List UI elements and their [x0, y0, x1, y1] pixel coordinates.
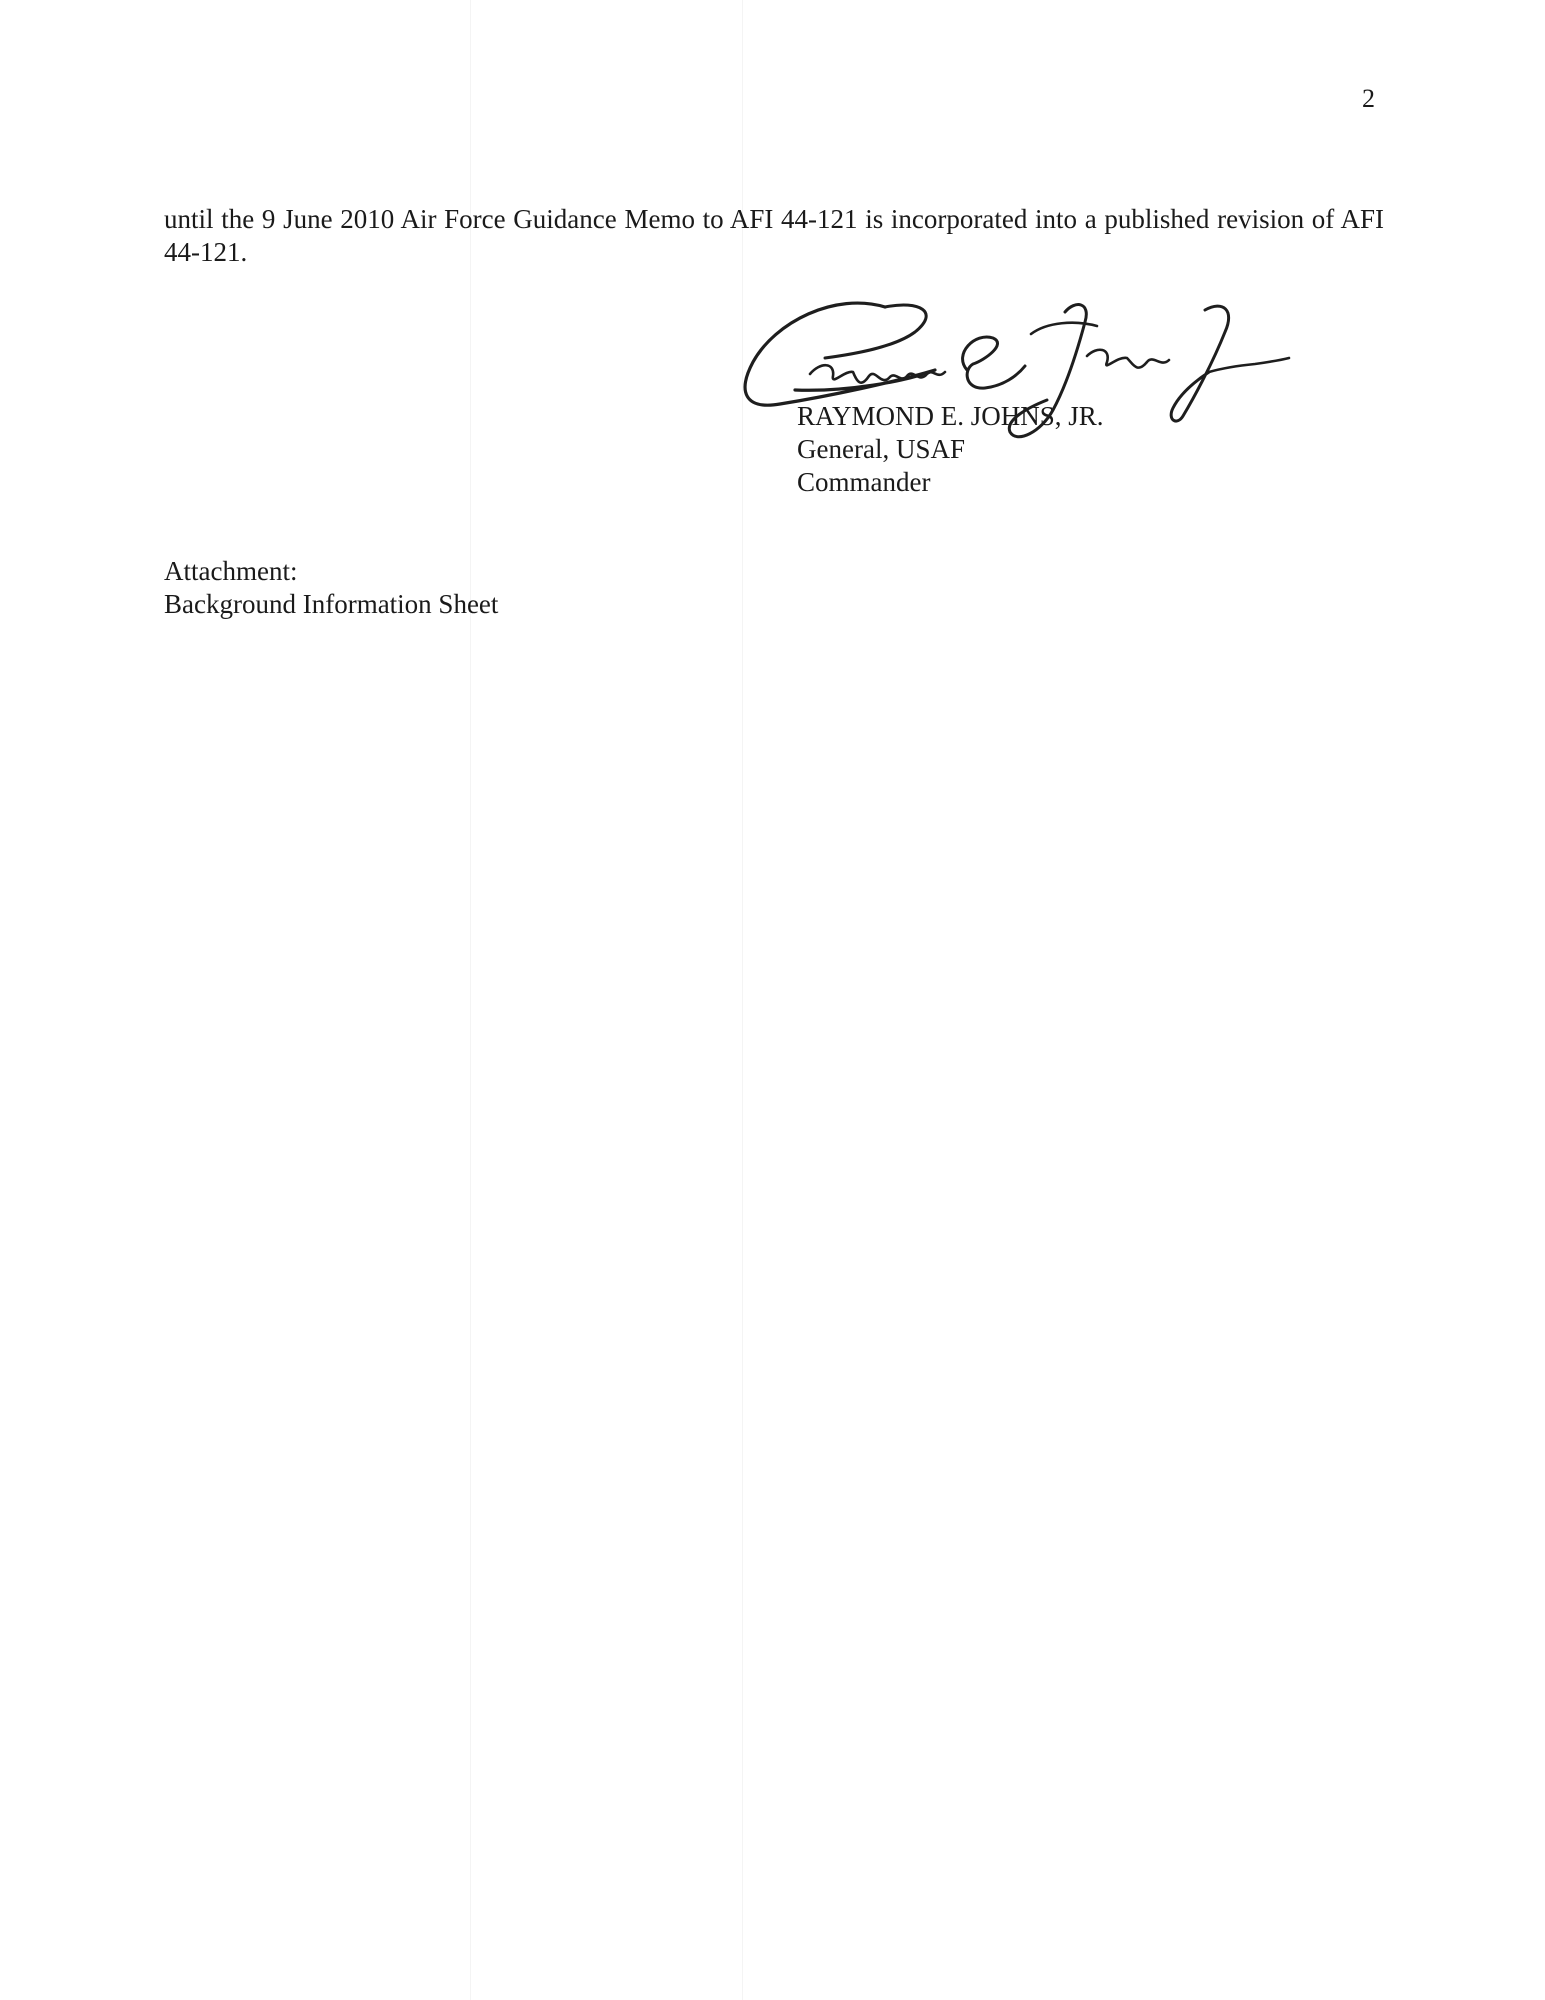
signatory-rank: General, USAF	[797, 434, 965, 464]
scan-artifact	[470, 0, 471, 2000]
attachment-section	[164, 555, 498, 621]
attachment-label: Attachment:	[164, 556, 298, 586]
body-paragraph: until the 9 June 2010 Air Force Guidance Memo to AFI 44-121 is incorporated into a published revision of AFI 44-121.	[164, 204, 1384, 267]
attachment-item: Background Information Sheet	[164, 589, 499, 619]
page-number: 2	[1362, 84, 1375, 113]
signatory-name: RAYMOND E. JOHNS, JR.	[797, 401, 1104, 431]
handwritten-signature	[735, 292, 1291, 454]
signatory-title: Commander	[797, 467, 931, 497]
